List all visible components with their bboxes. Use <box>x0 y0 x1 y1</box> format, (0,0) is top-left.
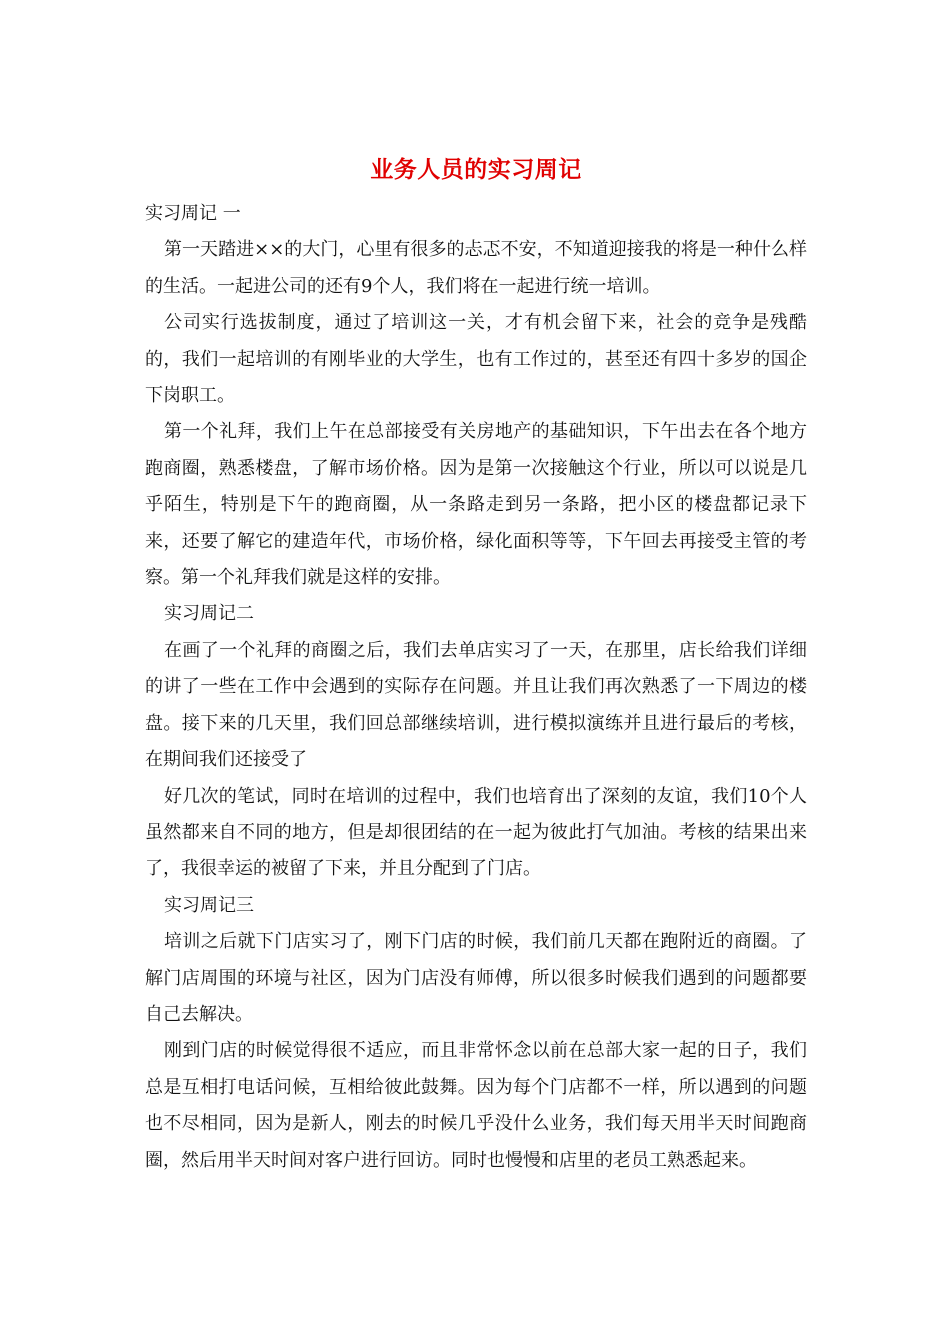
paragraph-list <box>145 196 807 1179</box>
paragraph: 好几次的笔试，同时在培训的过程中，我们也培育出了深刻的友谊，我们10个人虽然都来自不同的地方，但是却很团结的在一起为彼此打气加油。考核的结果出来了，我很幸运的被留了下来，并且分配到了门店。 <box>145 785 807 880</box>
paragraph: 实习周记 一 <box>145 203 241 224</box>
paragraph: 在画了一个礼拜的商圈之后，我们去单店实习了一天，在那里，店长给我们详细的讲了一些在工作中会遇到的实际存在问题。并且让我们再次熟悉了一下周边的楼盘。接下来的几天里，我们回总部继续培训，进行模拟演练并且进行最后的考核，在期间我们还接受了 <box>145 639 807 771</box>
paragraph: 公司实行选拔制度，通过了培训这一关，才有机会留下来，社会的竞争是残酷的，我们一起培训的有刚毕业的大学生，也有工作过的，甚至还有四十多岁的国企下岗职工。 <box>145 312 807 407</box>
paragraph: 实习周记二 <box>164 603 254 625</box>
paragraph: 刚到门店的时候觉得很不适应，而且非常怀念以前在总部大家一起的日子，我们总是互相打电话问候，互相给彼此鼓舞。因为每个门店都不一样，所以遇到的问题也不尽相同，因为是新人，刚去的时候几乎没什么业务，我们每天用半天时间跑商圈，然后用半天时间对客户进行回访。同时也慢慢和店里的老员工熟悉起来。 <box>145 1040 807 1171</box>
paragraph: 实习周记三 <box>164 894 254 916</box>
paragraph: 第一个礼拜，我们上午在总部接受有关房地产的基础知识，下午出去在各个地方跑商圈，熟悉楼盘，了解市场价格。因为是第一次接触这个行业，所以可以说是几乎陌生，特别是下午的跑商圈，从一条路走到另一条路，把小区的楼盘都记录下来，还要了解它的建造年代，市场价格，绿化面积等等，下午回去再接受主管的考察。第一个礼拜我们就是这样的安排。 <box>145 421 807 589</box>
document-title: 业务人员的实习周记 <box>370 156 582 183</box>
paragraph: 第一天踏进××的大门，心里有很多的忐忑不安，不知道迎接我的将是一种什么样的生活。一起进公司的还有9个人，我们将在一起进行统一培训。 <box>145 239 807 297</box>
paragraph: 培训之后就下门店实习了，刚下门店的时候，我们前几天都在跑附近的商圈。了解门店周围的环境与社区，因为门店没有师傅，所以很多时候我们遇到的问题都要自己去解决。 <box>145 931 807 1025</box>
document-body <box>145 150 807 1179</box>
